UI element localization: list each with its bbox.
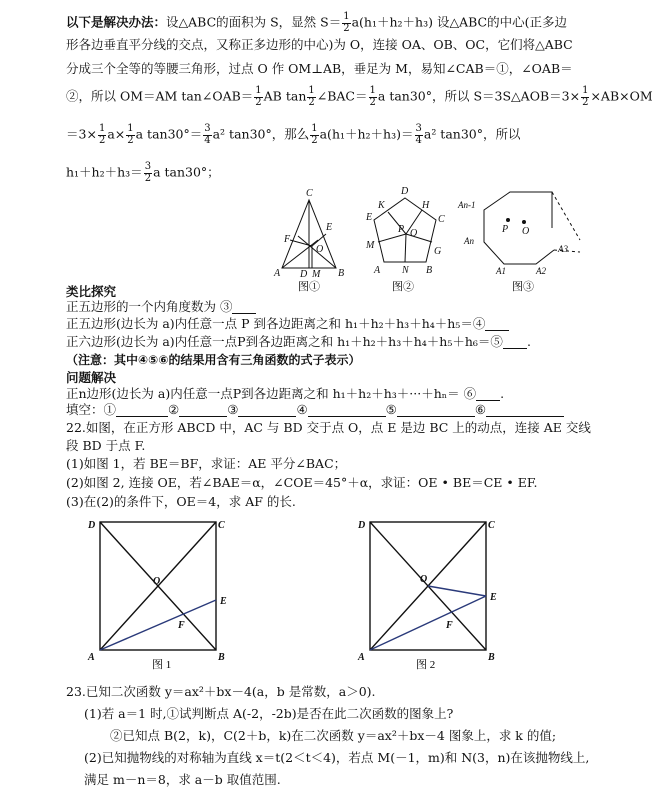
q23-line-5: 满足 m－n＝8，求 a－b 取值范围. xyxy=(84,772,281,787)
q23-line-4: (2)已知抛物线的对称轴为直线 x＝t(2＜t＜4)，若点 M(－1，m)和 N(3，n)在该抛物线上, xyxy=(84,750,590,765)
svg-text:O: O xyxy=(153,576,161,587)
svg-text:B: B xyxy=(218,652,225,663)
label-A: A xyxy=(274,268,281,279)
svg-text:C: C xyxy=(218,520,225,531)
solution-line-5: ＝3× $\frac{1}{2}$ a× $\frac{1}{2}$ a tan30°＝ $\frac{3}{4}$ a² tan30°，那么 $\frac{1}{2}$ a(h₁＋h₂＋h₃)＝ $\frac{3}{4}$ a² tan30°，所以 xyxy=(66,123,521,146)
analogy-line-1: 正五边形的一个内角度数为 ③ xyxy=(66,301,622,314)
label-H: H xyxy=(422,200,430,211)
label-O-2: O xyxy=(410,228,418,239)
q22-line-1: 22.如图，在正方形 ABCD 中，AC 与 BD 交于点 O，点 E 是边 BC 上的动点，连接 AE 交线 xyxy=(66,420,591,435)
analogy-line-3: 正六边形(边长为 a)内任意一点P到各边距离之和 h₁＋h₂＋h₃＋h₄＋h₅＋h₆＝⑤ . xyxy=(66,334,531,349)
analogy-heading: 类比探究 xyxy=(66,284,117,299)
q22-part-1: (1)如图 1，若 BE＝BF，求证：AE 平分∠BAC； xyxy=(66,456,347,471)
solution-line-3: 分成三个全等的等腰三角形，过点 O 作 OM⊥AB，垂足为 M，易知∠CAB＝①，∠OAB＝ xyxy=(66,61,573,76)
figure-1-caption: 图① xyxy=(298,281,320,293)
svg-text:D: D xyxy=(88,520,96,531)
label-P: P xyxy=(398,224,405,235)
svg-text:A: A xyxy=(88,652,95,663)
label-O-3: O xyxy=(522,226,530,237)
label-A3: A3 xyxy=(558,244,568,254)
label-B: B xyxy=(338,268,345,279)
figures-1-2-3 xyxy=(260,180,600,295)
label-An: An xyxy=(464,236,474,246)
svg-text:O: O xyxy=(420,574,428,585)
label-F: F xyxy=(284,234,291,245)
q22-line-2: 段 BD 于点 F. xyxy=(66,438,146,453)
label-An-1: An-1 xyxy=(458,200,476,210)
svg-text:B: B xyxy=(488,652,495,663)
label-A2: A2 xyxy=(536,266,546,276)
label-P-3: P xyxy=(502,224,509,235)
svg-text:C: C xyxy=(488,520,495,531)
solution-line-6: h₁＋h₂＋h₃＝ $\frac{3}{2}$ a tan30°； xyxy=(66,161,220,184)
square-figures xyxy=(80,512,560,674)
label-G: G xyxy=(434,246,442,257)
svg-text:F: F xyxy=(178,620,185,631)
q22-part-3: (3)在(2)的条件下，OE＝4，求 AF 的长. xyxy=(66,494,296,509)
label-E-2: E xyxy=(366,212,373,223)
square-figure-2 xyxy=(370,522,486,650)
svg-text:F: F xyxy=(446,620,453,631)
label-M: M xyxy=(312,269,321,280)
solution-line-4: ②，所以 OM＝AM tan∠OAB＝ $\frac{1}{2}$ AB tan $\frac{1}{2}$ ∠BAC＝ $\frac{1}{2}$ a tan30°，所以 S＝3S△AOB＝3× $\frac{1}{2}$ ×AB×OM xyxy=(66,85,653,108)
svg-text:E: E xyxy=(220,596,227,607)
label-A-2: A xyxy=(374,265,381,276)
analogy-line-2: 正五边形(边长为 a)内任意一点 P 到各边距离之和 h₁＋h₂＋h₃＋h₄＋h₅＝④ xyxy=(66,318,622,331)
solution-line-2: 形各边垂直平分线的交点，又称正多边形的中心)为 O，连接 OA、OB、OC，它们将△ABC xyxy=(66,37,573,52)
fraction: $\frac{1}{2}$ xyxy=(343,11,350,34)
label-N: N xyxy=(402,265,409,276)
solution-heading: 以下是解决办法： xyxy=(66,14,167,30)
q23-line-1: 23.已知二次函数 y＝ax²＋bx－4(a，b 是常数，a＞0). xyxy=(66,684,376,699)
label-A1: A1 xyxy=(496,266,506,276)
problem-line: 正n边形(边长为 a)内任意一点P到各边距离之和 h₁＋h₂＋h₃＋···＋hₙ＝ ⑥ . xyxy=(66,386,505,401)
label-B-2: B xyxy=(426,265,433,276)
note-line: （注意：其中④⑤⑥的结果用含有三角函数的式子表示） xyxy=(66,353,361,367)
label-D-2: D xyxy=(401,186,409,197)
q23-line-2: (1)若 a＝1 时,①试判断点 A(-2，-2b)是否在此二次函数的图象上? xyxy=(84,706,454,721)
q22-part-2: (2)如图 2, 连接 OE，若∠BAE＝α，∠COE＝45°＋α，求证：OE • BE＝CE • EF. xyxy=(66,475,538,490)
svg-text:D: D xyxy=(358,520,366,531)
q23-line-3: ②已知点 B(2，k)，C(2＋b，k)在二次函数 y＝ax²＋bx－4 图象上，求 k 的值; xyxy=(110,728,557,743)
q22-fig2-caption: 图 2 xyxy=(416,659,436,671)
figure-2-caption: 图② xyxy=(392,281,414,293)
label-D: D xyxy=(300,269,308,280)
label-C: C xyxy=(306,188,313,199)
svg-text:E: E xyxy=(490,592,497,603)
svg-text:A: A xyxy=(358,652,365,663)
problem-heading: 问题解决 xyxy=(66,370,117,385)
label-E: E xyxy=(326,222,333,233)
label-M-2: M xyxy=(366,240,375,251)
fill-blanks-line: 填空：① ② ③ ④ ⑤ ⑥ xyxy=(66,404,622,417)
solution-line-1: 以下是解决办法：设△ABC的面积为 S，显然 S＝ $\frac{1}{2}$ a(h₁＋h₂＋h₃) 设△ABC的中心(正多边 xyxy=(66,11,567,34)
label-O: O xyxy=(316,244,324,255)
figure-3-caption: 图③ xyxy=(512,281,534,293)
label-C-2: C xyxy=(438,214,445,225)
label-K: K xyxy=(378,200,385,211)
q22-fig1-caption: 图 1 xyxy=(152,659,172,671)
